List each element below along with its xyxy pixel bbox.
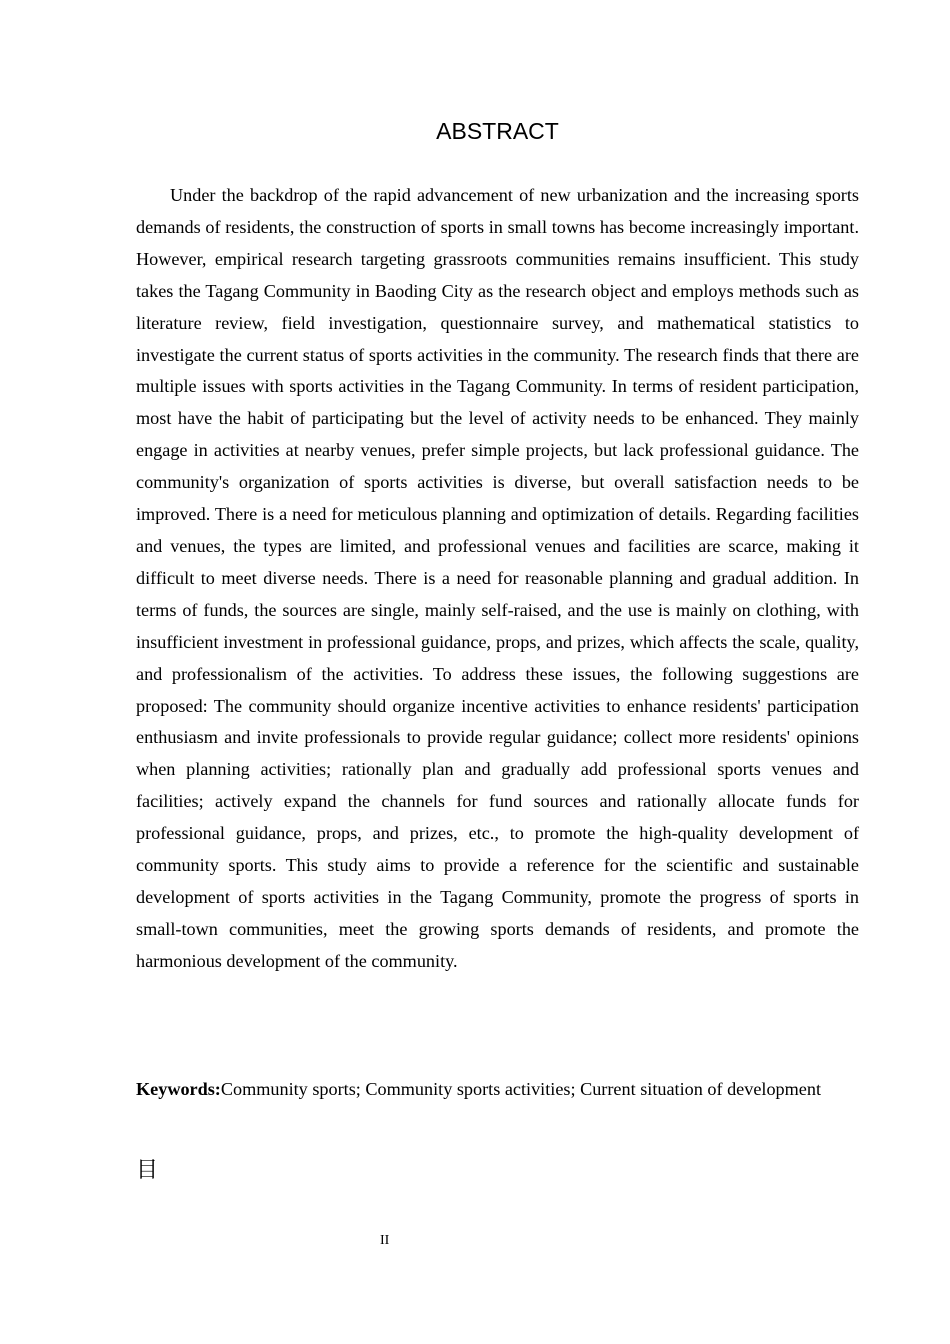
keywords-label: Keywords: (136, 1079, 221, 1099)
keywords-paragraph (136, 1074, 859, 1106)
page-number: II (380, 1233, 390, 1248)
keywords-text: Community sports; Community sports activities; Current situation of development (220, 1079, 822, 1099)
abstract-title-text: ABSTRACT (436, 118, 559, 144)
abstract-title (136, 116, 859, 146)
abstract-body: Under the backdrop of the rapid advancement of new urbanization and the increasing sports demands of residents, the construction of sports in small towns has become increasingly important. However, empirical research targeting grassroots communities remains insufficient. This study takes the Tagang Community in Baoding City as the research object and employs methods such as literature review, field investigation, questionnaire survey, and mathematical statistics to investigate the current status of sports activities in the community. The research finds that there are multiple issues with sports activities in the Tagang Community. In terms of resident participation, most have the habit of participating but the level of activity needs to be enhanced. They mainly engage in activities at nearby venues, prefer simple projects, but lack professional guidance. The community's organization of sports activities is diverse, but overall satisfaction needs to be improved. There is a need for meticulous planning and optimization of details. Regarding facilities and venues, the types are limited, and professional venues and facilities are scarce, making it difficult to meet diverse needs. There is a need for reasonable planning and gradual addition. In terms of funds, the sources are single, mainly self-raised, and the use is mainly on clothing, with insufficient investment in professional guidance, props, and prizes, which affects the scale, quality, and professionalism of the activities. To address these issues, the following suggestions are proposed: The community should organize incentive activities to enhance residents' participation enthusiasm and invite professionals to provide regular guidance; collect more residents' opinions when planning activities; rationally plan and gradually add professional sports venues and facilities; actively expand the channels for fund sources and rationally allocate funds for professional guidance, props, and prizes, etc., to promote the high-quality development of community sports. This study aims to provide a reference for the scientific and sustainable development of sports activities in the Tagang Community, promote the progress of sports in small-town communities, meet the growing sports demands of residents, and promote the harmonious development of the community. (136, 185, 859, 971)
toc-heading-char: 目 (136, 1158, 159, 1183)
